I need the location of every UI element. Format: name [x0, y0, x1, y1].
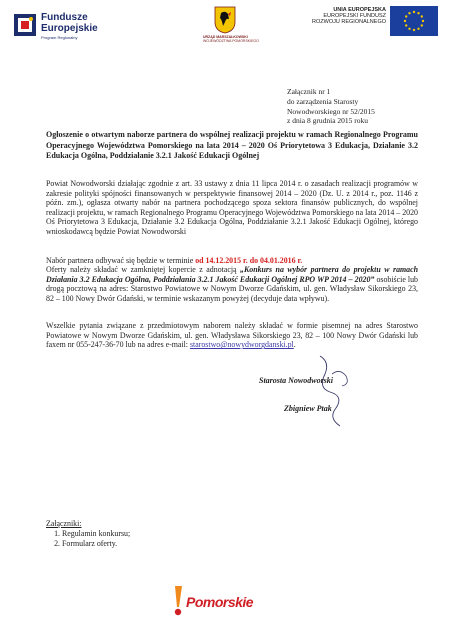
ue-logo-line1: UNIA EUROPEJSKA — [333, 7, 386, 13]
annex-line3: Nowodworskiego nr 52/2015 — [287, 106, 375, 116]
attachment-item: 2. Formularz oferty. — [62, 539, 130, 549]
questions-end: . — [293, 340, 296, 350]
paragraph-submission — [46, 265, 418, 303]
submission-text: Oferty należy składać w zamkniętej kopercie z adnotacją — [46, 265, 241, 274]
annex-line2: do zarządzenia Starosty — [287, 96, 359, 106]
ue-logo-line3: ROZWOJU REGIONALNEGO — [312, 19, 386, 25]
urzad-marszalkowski-crest — [203, 6, 259, 58]
questions-text: Wszelkie pytania związane z przedmiotowym naborem należy składać w formie pisemnej na adres Starostwo Powiatowe w Nowym Dworze Gdańskim, ul. gen. Władysława Sikorskiego 23, 82 – 100 Nowy Dwór Gdański lub faxem nr 055-247-36-70 lub na adres e-mail: — [46, 321, 418, 350]
griffin-crest-icon — [214, 6, 236, 34]
announcement-title: Ogłoszenie o otwartym naborze partnera do wspólnej realizacji projektu w ramach Regionalnego Programu Operacyjnego Województwa Pomorskiego na lata 2014 – 2020 Oś Priorytetowa 3 Edukacja, Działanie 3.2 Edukacja Ogólna, Poddziałanie 3.2.1 Jakość Edukacji Ogólnej — [46, 130, 418, 160]
attachments-heading: Załączniki: — [46, 519, 82, 528]
signature-name: Zbigniew Ptak — [284, 404, 332, 413]
fe-logo-line2: Europejskie — [41, 23, 98, 34]
paragraph-questions — [46, 321, 418, 350]
fe-logo-line1: Fundusze — [41, 12, 88, 23]
annex-line4: z dnia 8 grudnia 2015 roku — [287, 116, 369, 126]
attachments-list — [46, 529, 130, 549]
fe-logo-line3: Program Regionalny — [41, 35, 78, 40]
pomorskie-exclamation-icon — [172, 585, 184, 617]
crest-line2: WOJEWÓDZTWA POMORSKIEGO — [203, 39, 259, 43]
submission-address: osobiście lub drogą pocztową na adres: Starostwo Powiatowe w Nowym Dworze Gdańskim, ul. gen. Władysław Sikorskiego 23, 82 – 100 Nowy Dwór Gdański, w terminie wskazanym powyżej (decyduje data wpływu). — [46, 274, 418, 303]
pomorskie-logo — [172, 585, 262, 617]
attachment-item: 1. Regulamin konkursu; — [62, 529, 130, 539]
fundusze-europejskie-logo — [12, 10, 100, 44]
handwritten-signature — [300, 352, 360, 432]
pomorskie-wordmark: Pomorskie — [186, 594, 254, 610]
unia-europejska-logo — [302, 6, 438, 36]
deadline-dates: od 14.12.2015 r. do 04.01.2016 r. — [195, 256, 303, 265]
crest-line1: URZĄD MARSZAŁKOWSKI — [203, 35, 248, 39]
deadline-text: Nabór partnera odbywać się będzie w terminie — [46, 256, 196, 265]
paragraph-intro: Powiat Nowodworski działając zgodnie z art. 33 ustawy z dnia 11 lipca 2014 r. o zasadach realizacji programów w zakresie polityki spójności finansowanych w perspektywie finansowej 2014 – 2020 (Dz. U. z 2014 r., poz. 1146 z późn. zm.), ogłasza otwarty nabór na partnera pochodzącego spoza sektora finansów publicznych, do wspólnej realizacji projektu, w ramach Regionalnego Programu Operacyjnego Województwa Pomorskiego na lata 2014 – 2020 Oś Priorytetowa 3 Edukacja, Działanie 3.2 Edukacja Ogólna, Poddziałanie 3.2.1 Jakość Edukacji Ogólnej, którego wnioskodawcą będzie Powiat Nowodworski — [46, 179, 418, 236]
eu-funds-star-icon — [12, 12, 38, 38]
contact-email-link[interactable]: starostwo@nowydworgdanski.pl — [189, 340, 294, 350]
eu-flag-icon — [390, 6, 438, 36]
ue-logo-text — [312, 7, 386, 25]
ue-logo-line2: EUROPEJSKI FUNDUSZ — [323, 13, 386, 19]
annex-note — [287, 87, 375, 126]
signature-title: Starosta Nowodworski — [259, 376, 334, 385]
annex-line1: Załącznik nr 1 — [287, 87, 331, 96]
submission-annotation: „Konkurs na wybór partnera do projektu w ramach Działania 3.2 Edukacja Ogólna, Poddziałania 3.2.1 Jakość Edukacji Ogólnej RPO WP 2014 – 2020” — [46, 265, 418, 284]
